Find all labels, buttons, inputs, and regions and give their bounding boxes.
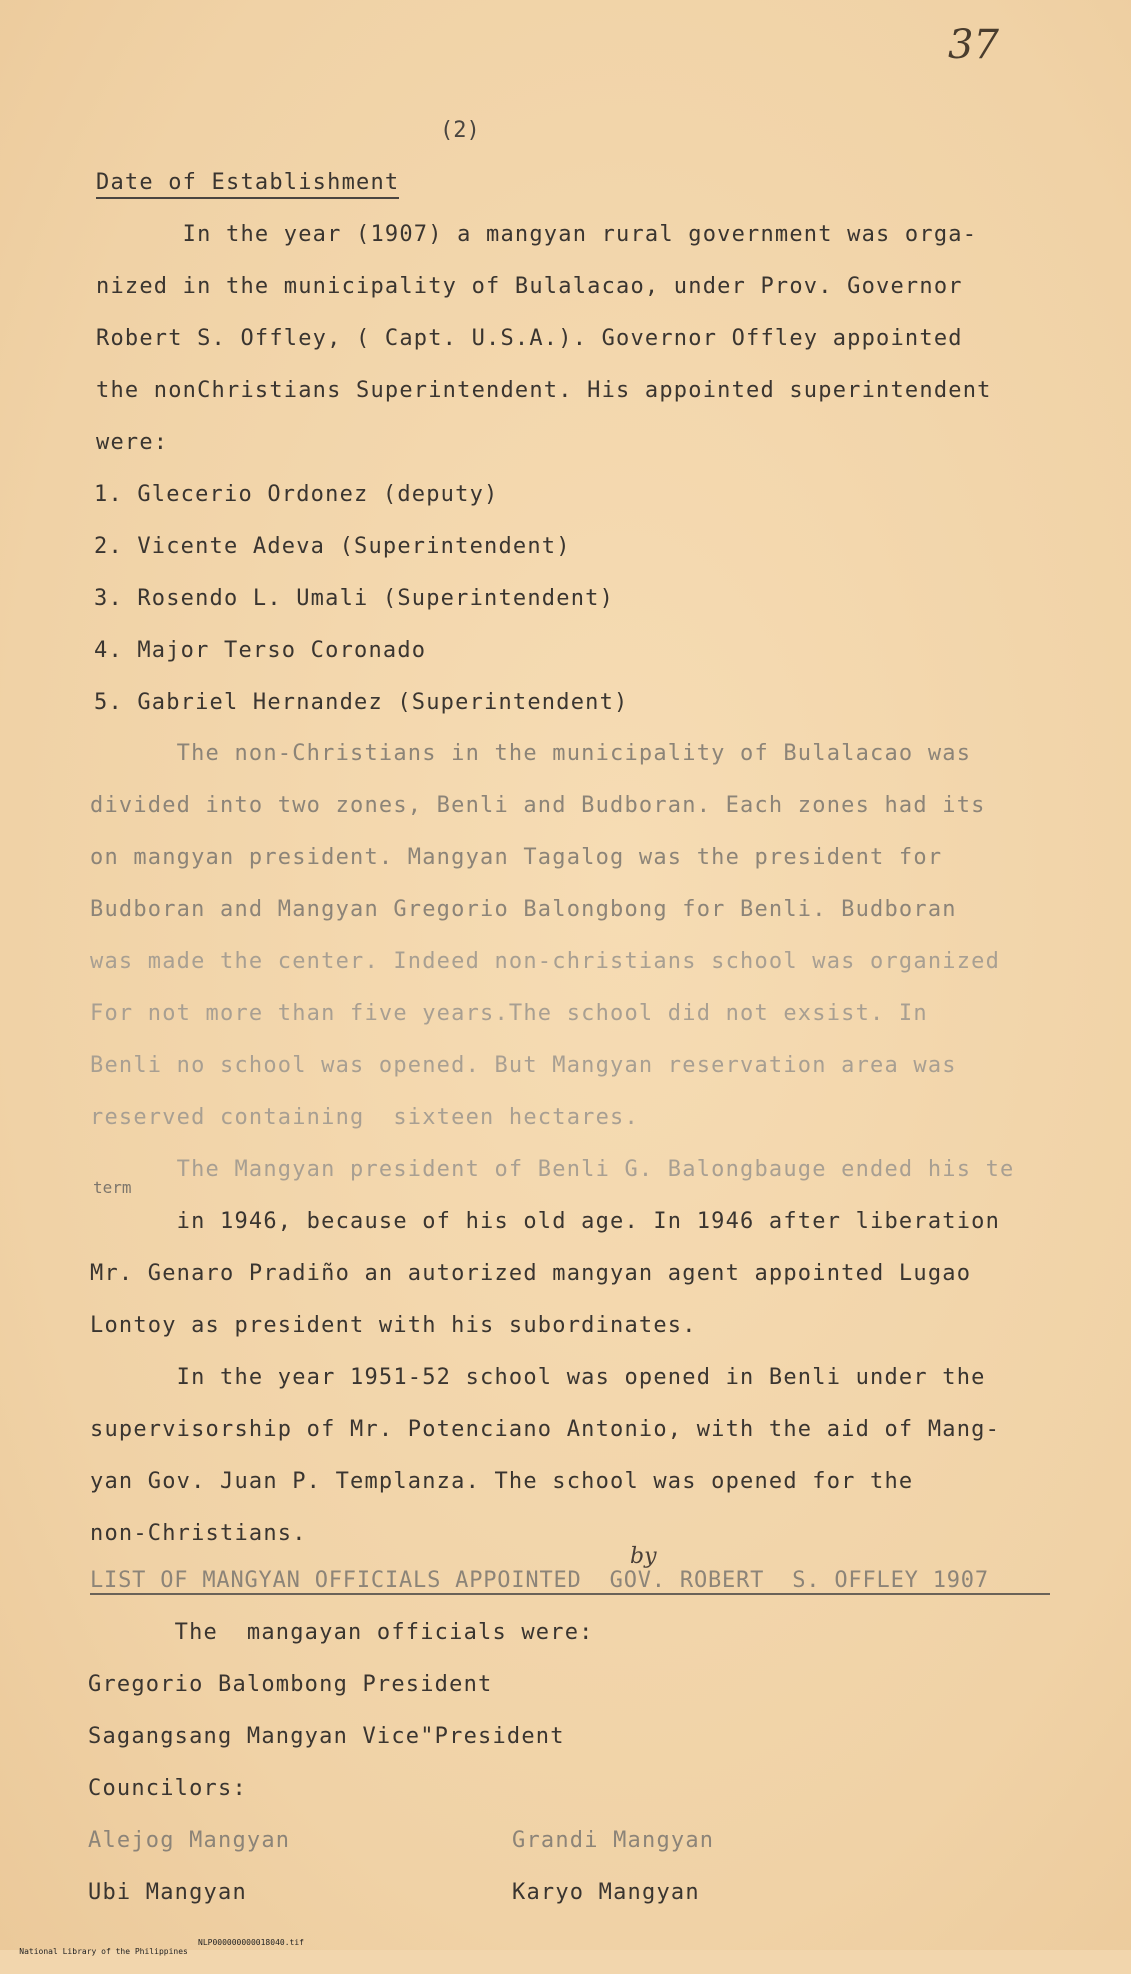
paragraph1-line: were:: [96, 430, 169, 455]
officials-list-title: LIST OF MANGYAN OFFICIALS APPOINTED GOV. ROBERT S. OFFLEY 1907: [90, 1568, 1050, 1595]
page-number: (2): [440, 118, 480, 143]
superintendent-item: 4. Major Terso Coronado: [94, 638, 427, 663]
councilors-label: Councilors:: [88, 1776, 247, 1801]
footer-library: National Library of the Philippines: [19, 1947, 188, 1956]
superintendent-item: 3. Rosendo L. Umali (Superintendent): [94, 586, 615, 611]
superintendent-item: 2. Vicente Adeva (Superintendent): [94, 534, 571, 559]
officials-intro: The mangayan officials were:: [88, 1620, 594, 1645]
paragraph2-line: Benli no school was opened. But Mangyan reservation area was: [90, 1053, 957, 1078]
councilor-name: Karyo Mangyan: [512, 1880, 700, 1905]
paragraph2-line: reserved containing sixteen hectares.: [90, 1105, 639, 1130]
paragraph4-line: yan Gov. Juan P. Templanza. The school was opened for the: [90, 1469, 914, 1494]
paragraph4-line: non-Christians.: [90, 1521, 307, 1546]
paragraph1-line: Robert S. Offley, ( Capt. U.S.A.). Governor Offley appointed: [96, 326, 963, 351]
section-heading: Date of Establishment: [96, 170, 399, 199]
paragraph1-line: In the year (1907) a mangyan rural government was orga-: [96, 222, 978, 247]
superintendent-item: 5. Gabriel Hernandez (Superintendent): [94, 690, 629, 715]
paragraph1-line: nized in the municipality of Bulalacao, under Prov. Governor: [96, 274, 963, 299]
paragraph3-line: Mr. Genaro Pradiño an autorized mangyan agent appointed Lugao: [90, 1261, 972, 1286]
paragraph2-line: on mangyan president. Mangyan Tagalog was the president for: [90, 845, 943, 870]
folio-number: 37: [948, 22, 999, 68]
paragraph2-line: For not more than five years.The school did not exsist. In: [90, 1001, 928, 1026]
paragraph2-line: Budboran and Mangyan Gregorio Balongbong for Benli. Budboran: [90, 897, 957, 922]
superintendent-item: 1. Glecerio Ordonez (deputy): [94, 482, 499, 507]
paragraph4-line: supervisorship of Mr. Potenciano Antonio, with the aid of Mang-: [90, 1417, 1001, 1442]
footer-filename: NLP000000000018040.tif: [198, 1938, 304, 1947]
paragraph3-line: Lontoy as president with his subordinates.: [90, 1313, 697, 1338]
councilor-name: Alejog Mangyan: [88, 1828, 291, 1853]
official-president: Gregorio Balombong President: [88, 1672, 493, 1697]
paragraph2-line: The non-Christians in the municipality of Bulalacao was: [90, 741, 972, 766]
scan-footer: [0, 1938, 304, 1974]
handwritten-annotation: by: [630, 1544, 657, 1569]
paragraph3-line: in 1946, because of his old age. In 1946 after liberation: [90, 1209, 1001, 1234]
paragraph1-line: the nonChristians Superintendent. His appointed superintendent: [96, 378, 992, 403]
paragraph2-line: was made the center. Indeed non-christians school was organized: [90, 949, 1001, 974]
paragraph4-line: In the year 1951-52 school was opened in Benli under the: [90, 1365, 986, 1390]
margin-annotation: term: [93, 1178, 132, 1197]
paragraph2-line: divided into two zones, Benli and Budboran. Each zones had its: [90, 793, 986, 818]
official-vice-president: Sagangsang Mangyan Vice"President: [88, 1724, 565, 1749]
councilor-name: Grandi Mangyan: [512, 1828, 715, 1853]
paragraph3-line: The Mangyan president of Benli G. Balongbauge ended his te: [90, 1157, 1015, 1182]
councilor-name: Ubi Mangyan: [88, 1880, 247, 1905]
